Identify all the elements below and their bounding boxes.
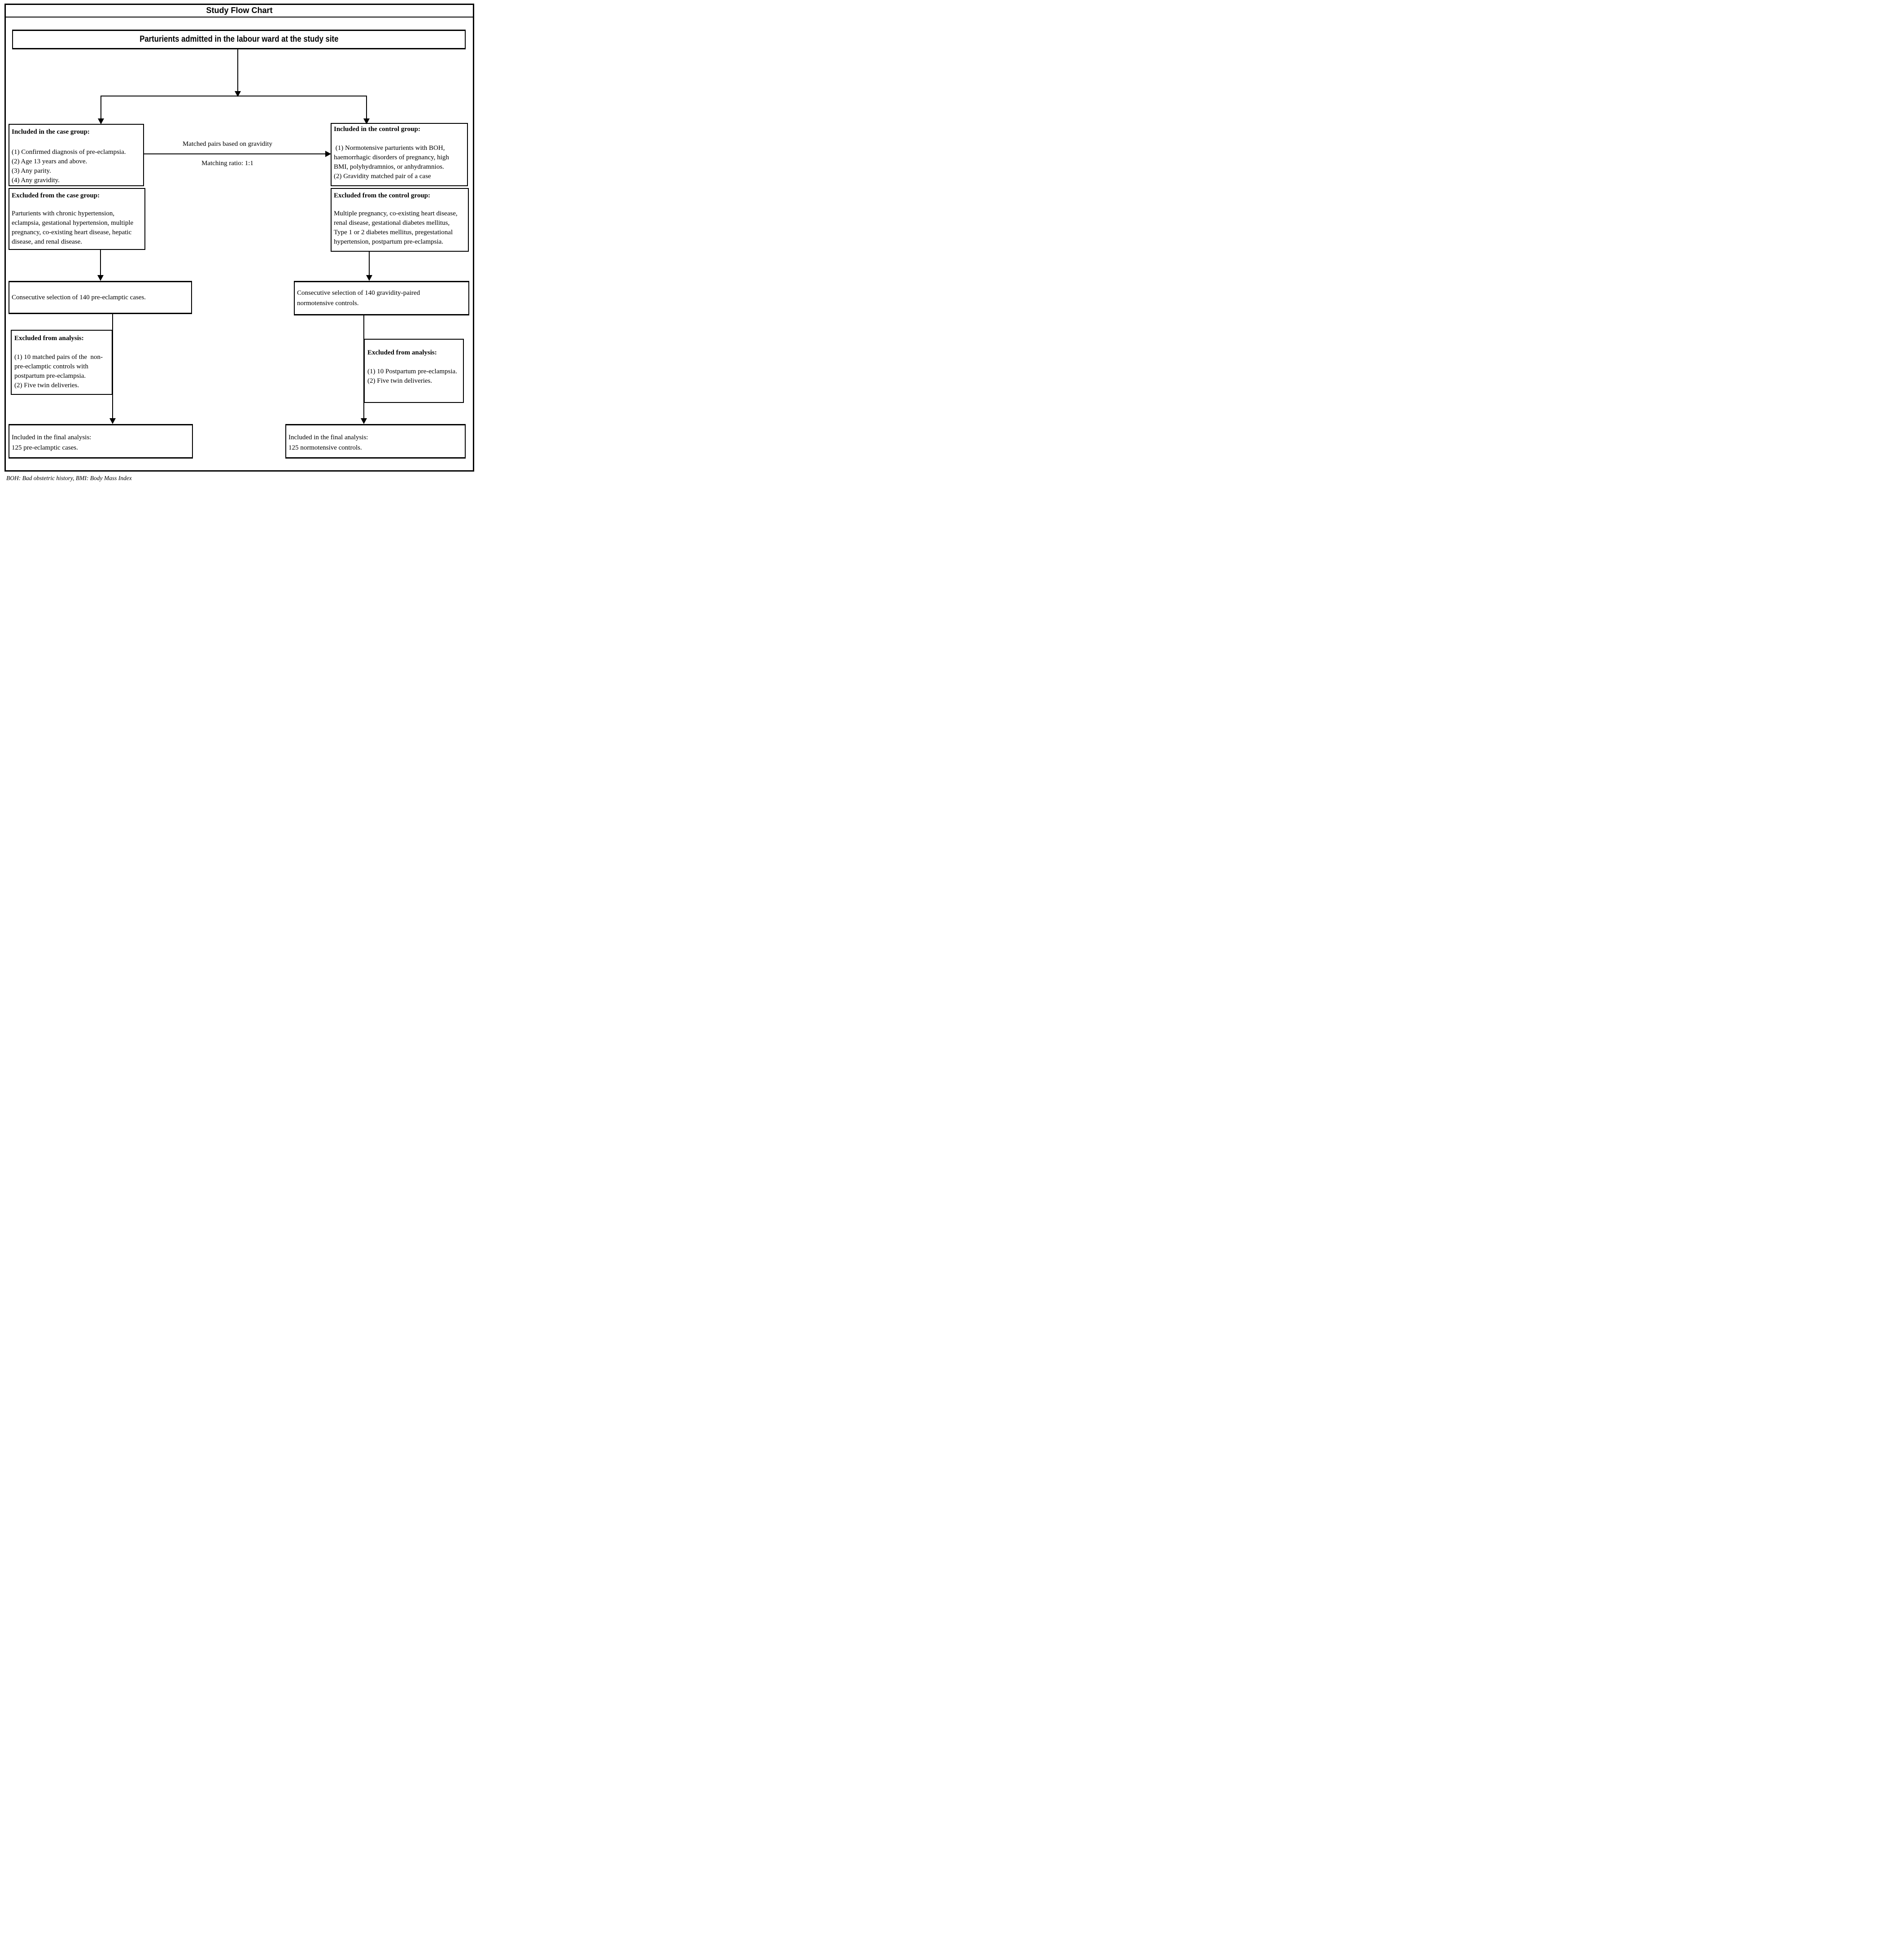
case-final-line: Included in the final analysis: [12, 434, 92, 441]
control-final-box [285, 424, 466, 459]
control-analysis-excluded-box [364, 339, 464, 403]
control-included-item: (2) Gravidity matched pair of a case [334, 173, 431, 180]
control-selection-line: Consecutive selection of 140 gravidity-paired [297, 289, 420, 297]
case-included-header: Included in the case group: [12, 128, 90, 136]
control-selection-line: normotensive controls. [297, 299, 359, 307]
case-analysis-excluded-line: pre-eclamptic controls with [14, 363, 88, 370]
arrowhead-into-case-final [109, 418, 116, 424]
control-excluded-box [331, 188, 469, 252]
arrowhead-into-case-selection [97, 275, 104, 281]
case-final-box [9, 424, 193, 459]
case-excluded-header: Excluded from the case group: [12, 192, 100, 199]
arrowhead-matching-right [325, 151, 331, 157]
case-selection-line: Consecutive selection of 140 pre-eclamptic cases. [12, 293, 146, 301]
control-final-line: 125 normotensive controls. [288, 444, 362, 451]
control-excluded-line: hypertension, postpartum pre-eclampsia. [334, 238, 444, 245]
control-included-item: haemorrhagic disorders of pregnancy, high [334, 154, 449, 161]
connector-case-to-selection [100, 250, 101, 276]
control-included-box [331, 123, 468, 186]
case-analysis-excluded-header: Excluded from analysis: [14, 335, 84, 342]
control-final-line: Included in the final analysis: [288, 434, 368, 441]
control-included-item: BMI, polyhydramnios, or anhydramnios. [334, 163, 444, 171]
matching-label-pairs: Matched pairs based on gravidity [183, 140, 272, 148]
control-excluded-line: Multiple pregnancy, co-existing heart disease, [334, 210, 458, 217]
arrowhead-into-control-selection [366, 275, 372, 281]
arrowhead-into-control-included [363, 118, 370, 124]
top-box [12, 30, 466, 49]
control-selection-box [294, 281, 469, 315]
control-analysis-excluded-header: Excluded from analysis: [367, 349, 437, 356]
case-analysis-excluded-line: (1) 10 matched pairs of the non- [14, 354, 103, 361]
arrowhead-top-center [235, 91, 241, 97]
case-excluded-line: eclampsia, gestational hypertension, multiple [12, 219, 134, 227]
connector-top-vertical [237, 49, 238, 96]
case-excluded-line: Parturients with chronic hypertension, [12, 210, 115, 217]
case-excluded-line: pregnancy, co-existing heart disease, hepatic [12, 229, 132, 236]
matching-label-ratio: Matching ratio: 1:1 [201, 160, 253, 167]
case-included-item: (3) Any parity. [12, 167, 51, 175]
connector-right-branch [366, 96, 367, 118]
case-analysis-excluded-line: postpartum pre-eclampsia. [14, 372, 86, 380]
footnote: BOH: Bad obstetric history, BMI: Body Mass Index [6, 475, 132, 481]
case-included-item: (4) Any gravidity. [12, 177, 60, 184]
connector-left-branch [100, 96, 101, 118]
control-excluded-header: Excluded from the control group: [334, 192, 431, 199]
control-excluded-line: renal disease, gestational diabetes mellitus, [334, 219, 450, 227]
case-analysis-excluded-line: (2) Five twin deliveries. [14, 382, 79, 389]
arrowhead-into-control-final [361, 418, 367, 424]
control-excluded-line: Type 1 or 2 diabetes mellitus, pregestational [334, 229, 453, 236]
arrowhead-into-case-included [98, 118, 104, 124]
case-final-line: 125 pre-eclamptic cases. [12, 444, 78, 451]
control-included-item: (1) Normotensive parturients with BOH, [334, 144, 445, 152]
chart-title: Study Flow Chart [206, 6, 273, 15]
connector-control-to-selection [369, 252, 370, 276]
case-included-item: (1) Confirmed diagnosis of pre-eclampsia. [12, 149, 126, 156]
case-excluded-box [9, 188, 145, 250]
case-selection-box [9, 281, 192, 314]
case-included-box [9, 124, 144, 186]
case-analysis-excluded-box [11, 330, 113, 395]
top-box-label: Parturients admitted in the labour ward at the study site [139, 35, 339, 44]
control-included-header: Included in the control group: [334, 126, 420, 133]
case-included-item: (2) Age 13 years and above. [12, 158, 87, 165]
study-flow-chart [0, 0, 476, 486]
case-excluded-line: disease, and renal disease. [12, 238, 83, 245]
control-analysis-excluded-line: (2) Five twin deliveries. [367, 377, 432, 385]
connector-matching-horizontal [144, 153, 325, 154]
control-analysis-excluded-line: (1) 10 Postpartum pre-eclampsia. [367, 368, 457, 375]
